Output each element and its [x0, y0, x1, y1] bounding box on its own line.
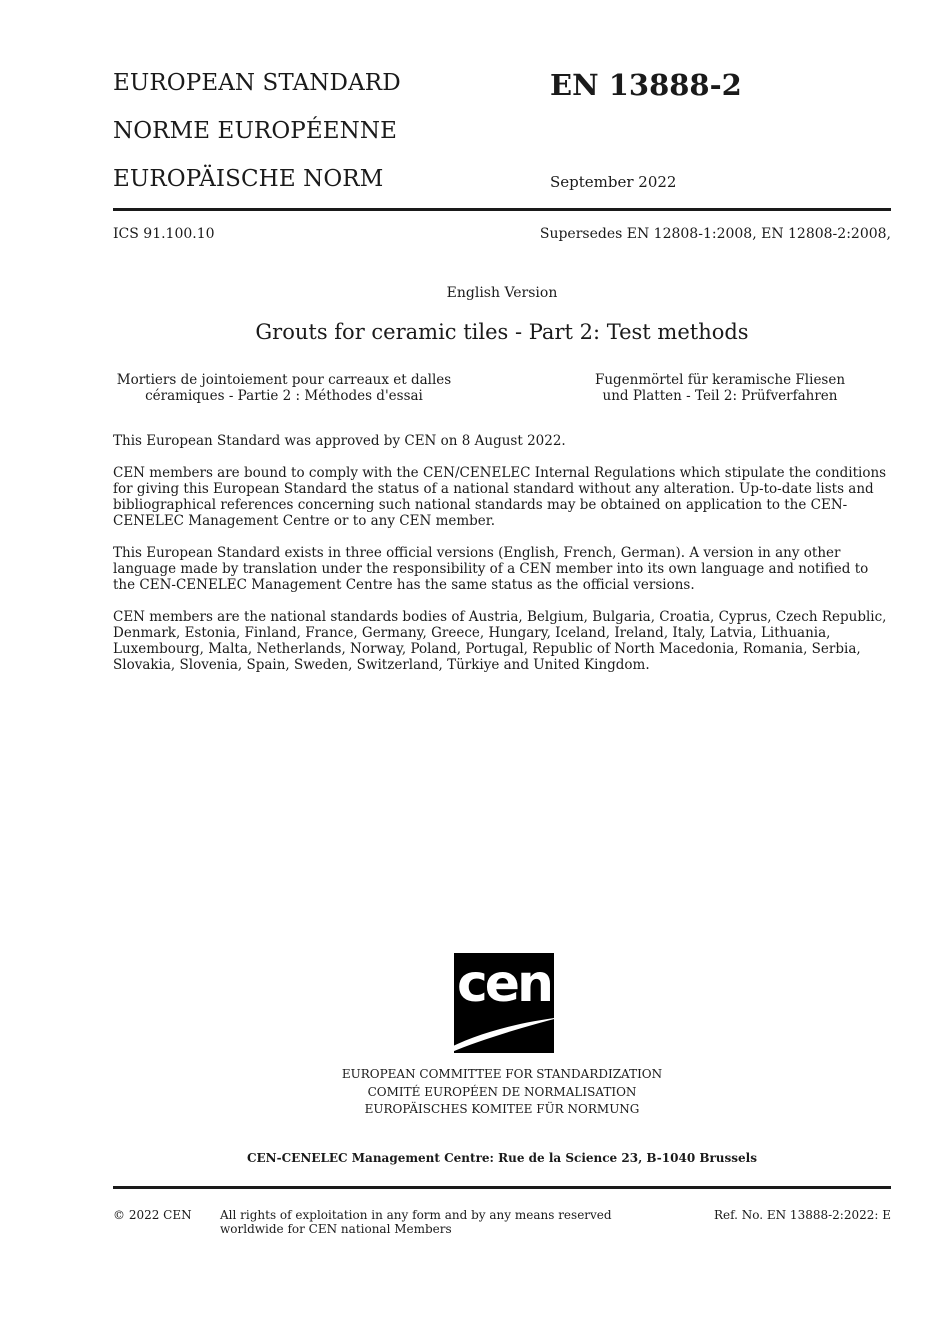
- document-title: Grouts for ceramic tiles - Part 2: Test methods: [255, 320, 749, 344]
- rights-line-2: worldwide for CEN national Members: [220, 1222, 452, 1236]
- compliance-paragraph: CEN members are bound to comply with the CEN/CENELEC Internal Regulations which stipulate the conditions for giving this European Standard the status of a national standard without any alteration. Up-to-date lists and bibliographical references concerning such national standards may be obtained on application to the CEN-CENELEC Management Centre or to any CEN member.: [113, 465, 887, 529]
- cen-logo-icon: [443, 953, 563, 1053]
- copyright: © 2022 CEN: [113, 1208, 192, 1222]
- reference-number: Ref. No. EN 13888-2:2022: E: [713, 1208, 891, 1222]
- management-centre-address: CEN-CENELEC Management Centre: Rue de la Science 23, B-1040 Brussels: [246, 1151, 757, 1165]
- version-label: English Version: [446, 285, 558, 301]
- footer-divider: [113, 1186, 891, 1189]
- versions-paragraph: This European Standard exists in three official versions (English, French, German). A version in any other language made by translation under the responsibility of a CEN member into its own language and notified to the CEN-CENELEC Management Centre has the same status as the official versions.: [113, 545, 869, 593]
- approval-paragraph: This European Standard was approved by CEN on 8 August 2022.: [113, 433, 566, 449]
- french-title: Mortiers de jointoiement pour carreaux et dalles céramiques - Partie 2 : Méthodes d'essai: [116, 372, 452, 404]
- title-english: EUROPEAN STANDARD: [113, 70, 401, 96]
- header-divider: [113, 208, 891, 211]
- title-german: EUROPÄISCHE NORM: [113, 166, 384, 192]
- committee-name-french: COMITÉ EUROPÉEN DE NORMALISATION: [367, 1085, 637, 1099]
- committee-name-english: EUROPEAN COMMITTEE FOR STANDARDIZATION: [341, 1067, 663, 1081]
- supersedes-note: Supersedes EN 12808-1:2008, EN 12808-2:2008,: [539, 226, 891, 242]
- members-paragraph: CEN members are the national standards bodies of Austria, Belgium, Bulgaria, Croatia, Cyprus, Czech Republic, Denmark, Estonia, Finland, France, Germany, Greece, Hungary, Iceland, Ireland, Italy, Latvia, Lithuania, Luxembourg, Malta, Netherlands, Norway, Poland, Portugal, Republic of North Macedonia, Romania, Serbia, Slovakia, Slovenia, Spain, Sweden, Switzerland, Türkiye and United Kingdom.: [113, 609, 887, 673]
- title-french: NORME EUROPÉENNE: [113, 118, 397, 144]
- document-number: EN 13888-2: [550, 68, 742, 102]
- german-title: Fugenmörtel für keramische Fliesen und Platten - Teil 2: Prüfverfahren: [594, 372, 846, 404]
- rights-line-1: All rights of exploitation in any form and by any means reserved: [220, 1208, 612, 1222]
- committee-name-german: EUROPÄISCHES KOMITEE FÜR NORMUNG: [364, 1102, 640, 1116]
- svg-text:cen: cen: [456, 954, 552, 1014]
- publication-date: September 2022: [550, 173, 677, 191]
- ics-code: ICS 91.100.10: [113, 226, 215, 242]
